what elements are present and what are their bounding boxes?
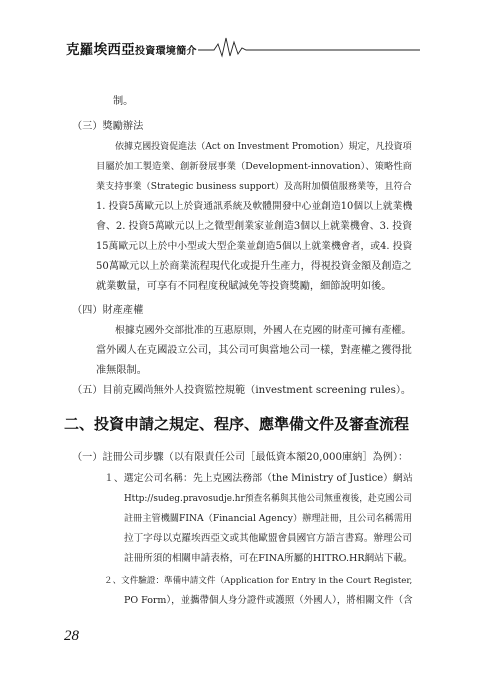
running-header	[66, 34, 420, 58]
text-line-7: 會、2. 投資5萬歐元以上之微型創業家並創造3個以上就業機會、3. 投資	[96, 221, 413, 232]
text-line-6: 1. 投資5萬歐元以上於資通訊系統及軟體開發中心並創造10個以上就業機	[96, 201, 413, 212]
text-line-5: 業支持事業（Strategic business support）及高附加價值服務業等，且符合	[96, 182, 412, 192]
text-line-9: 50萬歐元以上於商業流程現代化或提升生產力，得視投資金額及創造之	[96, 261, 412, 272]
section-heading: 二、投資申請之規定、程序、應準備文件及審查流程	[64, 415, 410, 433]
text-line-1: 制。	[113, 96, 134, 107]
text-line-13: 當外國人在克國設立公司，其公司可與當地公司一樣，對產權之獲得批	[96, 345, 412, 356]
text-line-8: 15萬歐元以上於中小型或大型企業並創造5個以上就業機會者，或4. 投資	[96, 241, 413, 252]
text-line-16: （一）註冊公司步驟（以有限責任公司［最低資本額20,000庫納］為例）：	[72, 452, 409, 463]
text-line-3: 依據克國投資促進法（Act on Investment Promotion）規定，凡投資項	[115, 142, 412, 152]
page-number: 28	[64, 628, 79, 644]
text-line-23: PO Form），並攜帶個人身分證件或護照（外國人），將相關文件（含	[124, 595, 413, 606]
text-line-19: 註冊主管機關FINA（Financial Agency）辦理註冊，且公司名稱需用	[124, 513, 413, 524]
text-line-17: １、選定公司名稱：先上克國法務部（the Ministry of Justice）網站	[104, 473, 413, 484]
text-line-4: 目屬於加工製造業、創新發展事業（Development-innovation）、策略性商	[96, 161, 412, 172]
header-title-main: 克羅埃西亞	[66, 42, 135, 58]
text-line-21: 註冊所須的相關申請表格，可在FINA所屬的HITRO.HR網站下載。	[124, 553, 413, 564]
text-line-10: 就業數量，可享有不同程度稅賦減免等投資獎勵，細節說明如後。	[96, 281, 392, 292]
header-wave-rule	[66, 34, 420, 58]
header-title-sub: 投資環境簡介	[135, 46, 197, 57]
subsection-heading-incentives: （三）獎勵辦法	[72, 121, 144, 132]
subsection-heading-property: （四）財產產權	[72, 305, 144, 316]
text-line-22: ２、文件驗證：準備申請文件（Application for Entry in the Court Register,	[104, 576, 413, 586]
text-line-12: 根據克國外交部批准的互惠原則，外國人在克國的財產可擁有產權。	[115, 325, 412, 336]
text-line-14: 准無限制。	[96, 365, 147, 376]
text-line-20: 拉丁字母以克羅埃西亞文或其他歐盟會員國官方語言書寫。辦理公司	[124, 533, 412, 544]
text-line-18: Http://sudeg.pravosudje.hr預查名稱與其他公司無重複後，赴克國公司	[124, 494, 413, 504]
subsection-heading-screening: （五）目前克國尚無外人投資監控規範（investment screening rules）。	[72, 385, 412, 396]
